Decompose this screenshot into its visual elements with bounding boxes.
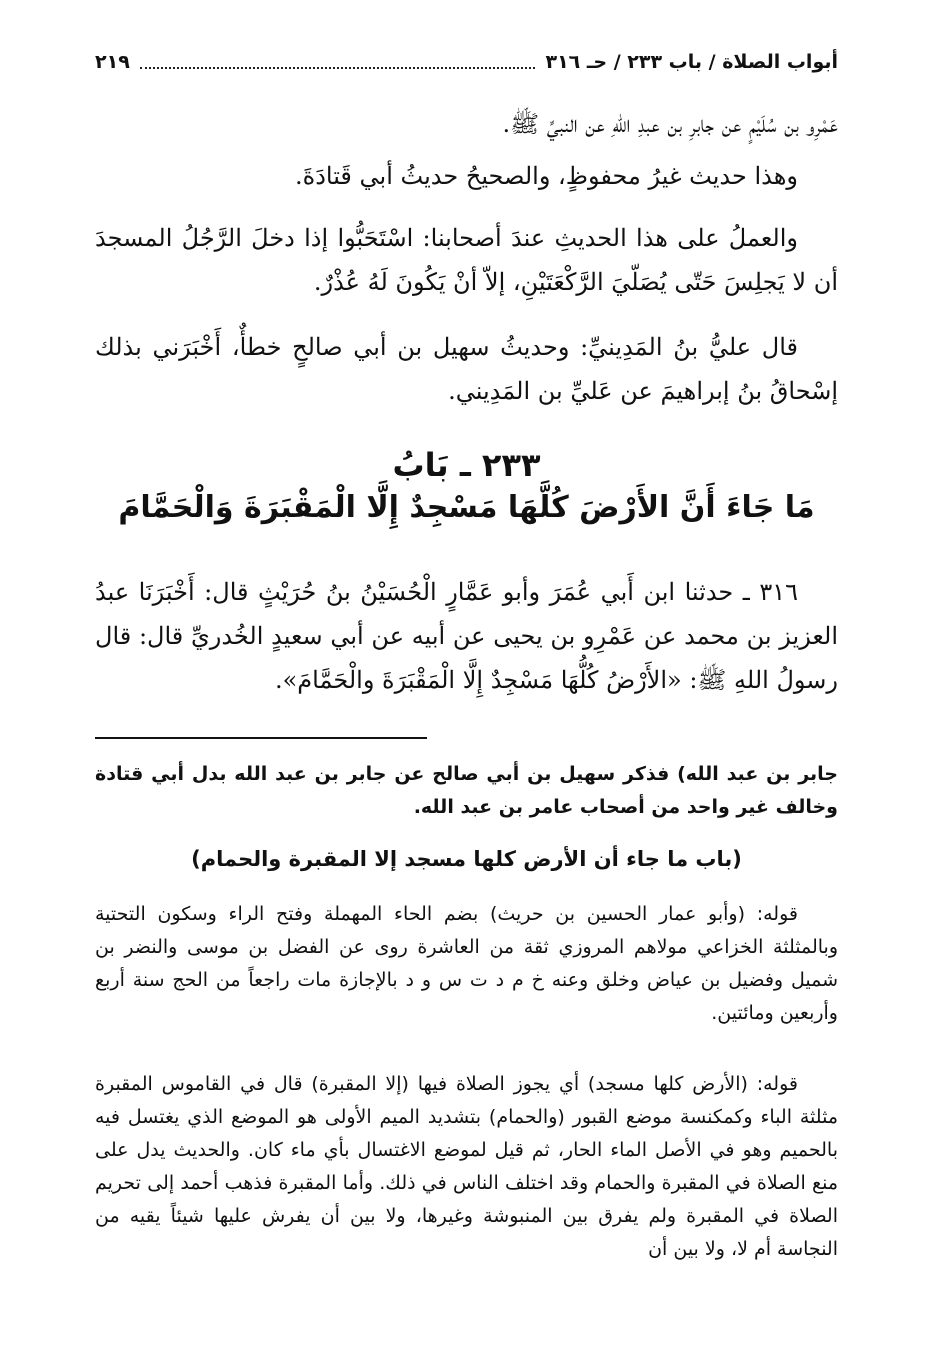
chapter-number: ٢٣٣ ـ بَابُ — [392, 446, 541, 484]
chapter-title: مَا جَاءَ أَنَّ الأَرْضَ كُلَّهَا مَسْجِدٌ إِلَّا الْمَقْبَرَةَ وَالْحَمَّامَ — [118, 490, 815, 525]
footnote-divider — [95, 737, 427, 739]
header-leader-dots — [140, 55, 536, 69]
commentary-paragraph-2: قوله: (وأبو عمار الحسين بن حريث) بضم الحاء المهملة وفتح الراء وسكون التحتية وبالمثلثة الخزاعي مولاهم المروزي ثقة من العاشرة روى عن الفضل بن موسى والنضر بن شميل وفضيل بن عياض وخلق وعنه خ م د ت س و د بالإجازة مات راجعاً من الحج سنة أربع وأربعين ومائتين. — [95, 903, 838, 1024]
main-paragraph-1: عَمْرِو بن سُلَيْمٍ عن جابرِ بن عبدِ اللهِ عن النبيِّ ﷺ. — [502, 110, 838, 138]
hadith-text: ٣١٦ ـ حدثنا ابن أَبي عُمَرَ وأبو عَمَّارٍ الْحُسَيْنُ بنُ حُرَيْثٍ قال: أَخْبَرَنَا عبدُ العزيز بن محمد عن عَمْرِو بن يحيى عن أبيه عن أبي سعيدٍ الخُدريِّ قال: قال رسولُ اللهِ ﷺ: «الأَرْضُ كُلُّهَا مَسْجِدٌ إِلَّا الْمَقْبَرَةَ والْحَمَّامَ». — [95, 578, 838, 694]
main-paragraph-2: وهذا حديث غيرُ محفوظٍ، والصحيحُ حديثُ أبي قَتادَةَ. — [294, 162, 798, 190]
commentary-paragraph-3: قوله: (الأرض كلها مسجد) أي يجوز الصلاة فيها (إلا المقبرة) قال في القاموس المقبرة مثلثة الباء وكمكنسة موضع القبور (والحمام) بتشديد الميم الأولى هو الموضع الذي يغتسل فيه بالحميم وهو في الأصل الماء الحار، ثم قيل لموضع الاغتسال بأي ماء كان. والحديث يدل على منع الصلاة في المقبرة والحمام وقد اختلف الناس في ذلك. وأما المقبرة فذهب أحمد إلى تحريم الصلاة في المقبرة ولم يفرق بين المنبوشة وغيرها، ولا بين أن يفرش عليها شيئاً يقيه من النجاسة أم لا، ولا بين أن — [95, 1073, 838, 1260]
running-header — [95, 44, 838, 80]
header-chapter: أبواب الصلاة / باب ٢٣٣ / حـ ٣١٦ — [545, 51, 838, 73]
page-number: ٢١٩ — [95, 51, 130, 73]
commentary-heading: (باب ما جاء أن الأرض كلها مسجد إلا المقبرة والحمام) — [191, 847, 742, 871]
commentary-paragraph-1: جابر بن عبد الله) فذكر سهيل بن أبي صالح عن جابر بن عبد الله بدل أبي قتادة وخالف غير واحد من أصحاب عامر بن عبد الله. — [95, 763, 838, 818]
main-paragraph-4: قال عليُّ بنُ المَدِينيِّ: وحديثُ سهيل بن أبي صالحٍ خطأٌ، أَخْبَرَني بذلك إسْحاقُ بنُ إبراهيمَ عن عَليِّ بن المَدِيني. — [95, 333, 838, 405]
main-paragraph-3: والعملُ على هذا الحديثِ عندَ أصحابنا: اسْتَحَبُّوا إذا دخلَ الرَّجُلُ المسجدَ أن لا يَجلِسَ حَتّى يُصَلّيَ الرَّكْعَتَيْنِ، إلاّ أنْ يَكُونَ لَهُ عُذْرٌ. — [95, 224, 838, 296]
